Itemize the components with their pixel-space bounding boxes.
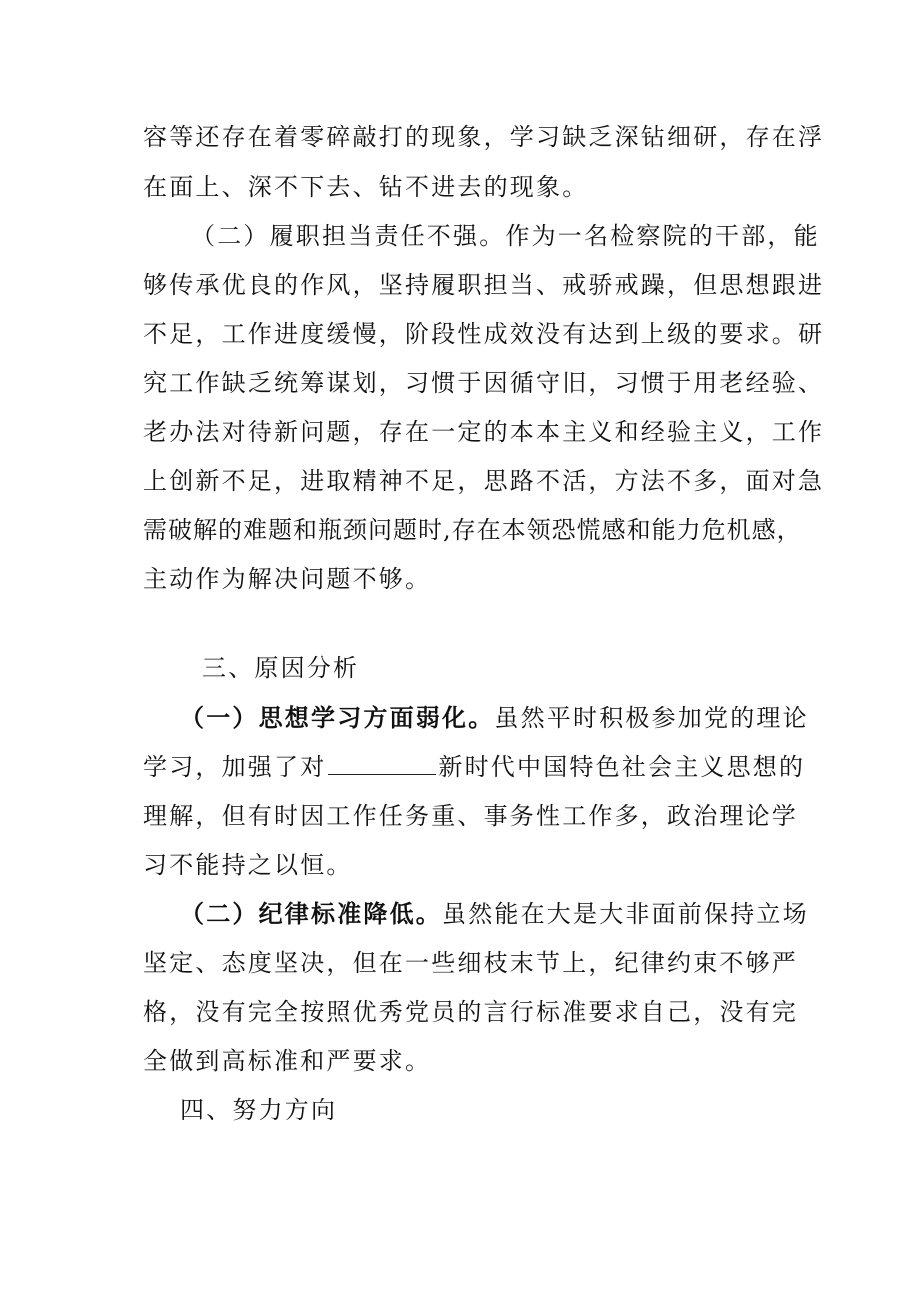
paragraph-line: 不足，工作进度缓慢，阶段性成效没有达到上级的要求。研 [143,320,825,348]
paragraph-line: 理解，但有时因工作任务重、事务性工作多，政治理论学 [143,802,798,830]
paragraph-line [143,751,805,783]
section-heading: 三、原因分析 [202,654,360,682]
paragraph-line: 够传承优良的作风，坚持履职担当、戒骄戒躁，但思想跟进 [143,271,825,299]
item-lead: （二）纪律标准降低。 [180,900,442,928]
paragraph-line: 老办法对待新问题，存在一定的本本主义和经验主义，工作 [143,418,825,446]
paragraph-line [180,702,809,734]
item-lead: （一）思想学习方面弱化。 [180,704,495,732]
paragraph-line: 格，没有完全按照优秀党员的言行标准要求自己，没有完 [143,998,798,1026]
paragraph-line: （二）履职担当责任不强。作为一名检察院的干部，能 [191,222,820,250]
item-text: 学习，加强了对 [143,753,327,781]
paragraph-line: 容等还存在着零碎敲打的现象，学习缺乏深钻细研，存在浮 [143,123,825,151]
blank-underline [328,752,436,775]
paragraph-line: 在面上、深不下去、钻不进去的现象。 [143,173,589,201]
paragraph-line: 全做到高标准和严要求。 [143,1047,432,1075]
paragraph-line: 究工作缺乏统筹谋划，习惯于因循守旧，习惯于用老经验、 [143,369,825,397]
item-text: 虽然能在大是大非面前保持立场 [442,900,809,928]
paragraph-line [180,898,809,930]
paragraph-line: 坚定、态度坚决，但在一些细枝末节上，纪律约束不够严 [143,949,798,977]
paragraph-line: 上创新不足，进取精神不足，思路不活，方法不多，面对急 [143,467,825,495]
item-text: 虽然平时积极参加党的理论 [494,704,809,732]
paragraph-line: 习不能持之以恒。 [143,851,353,879]
paragraph-line: 主动作为解决问题不够。 [143,565,432,593]
item-text: 新时代中国特色社会主义思想的 [438,753,806,781]
section-heading: 四、努力方向 [180,1096,338,1124]
paragraph-line: 需破解的难题和瓶颈问题时,存在本领恐慌感和能力危机感， [143,516,802,544]
